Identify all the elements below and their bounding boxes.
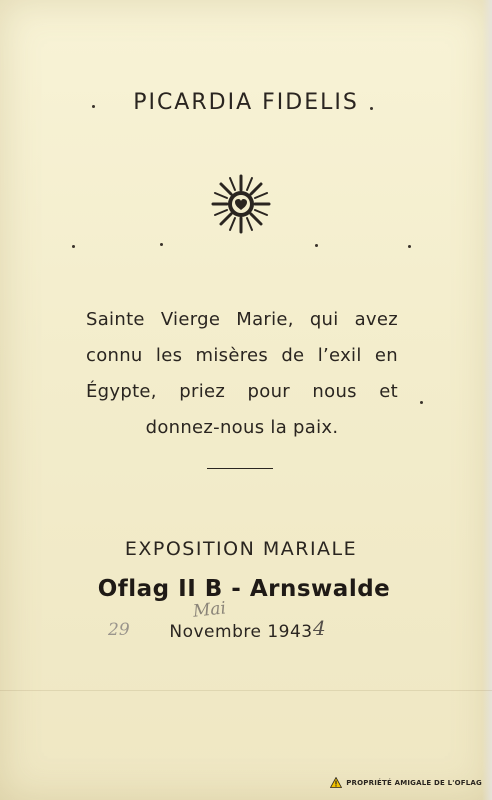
ink-dot: [420, 401, 423, 404]
card-title: PICARDIA FIDELIS: [133, 90, 359, 115]
watermark-text: PROPRIÉTÉ AMIGALE DE L'OFLAG: [346, 778, 482, 787]
ink-dot: [72, 245, 75, 248]
handwritten-month: Mai: [192, 598, 227, 622]
ink-dot: [315, 244, 318, 247]
ink-dot: [408, 245, 411, 248]
prayer-text: Sainte Vierge Marie, qui avez connu les misères de l’exil en Égypte, priez pour nous et donnez-nous la paix.: [86, 309, 398, 438]
paper-edge: [482, 0, 492, 800]
warning-icon: [330, 777, 342, 788]
ownership-watermark: [330, 777, 482, 788]
handwritten-day: 29: [108, 620, 130, 640]
ink-dot: [370, 107, 373, 110]
event-date: Novembre 1943: [169, 622, 313, 642]
handwritten-year-digit: 4: [313, 616, 326, 640]
paper-crease: [0, 690, 492, 691]
exposition-heading: EXPOSITION MARIALE: [124, 538, 358, 560]
divider-rule: [207, 468, 273, 469]
ink-dot: [92, 105, 95, 108]
radiant-sacred-heart-icon: [211, 174, 271, 234]
camp-name: Oflag II B - Arnswalde: [97, 576, 391, 602]
ink-dot: [160, 243, 163, 246]
